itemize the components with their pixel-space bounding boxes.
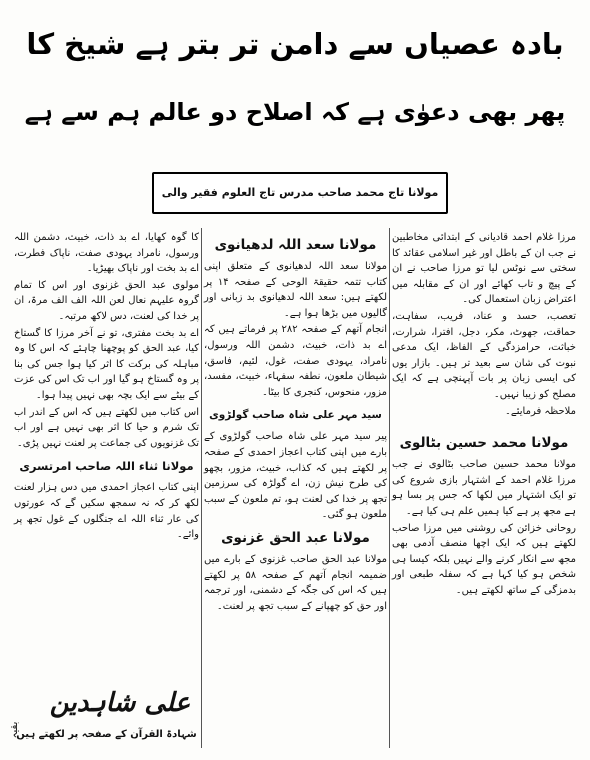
headline-line-1: بادہ عصیاں سے دامن تر بتر ہے شیخ کا bbox=[26, 27, 564, 61]
paragraph: ملاحظہ فرمایئے۔ bbox=[505, 405, 576, 417]
subheading-ludhianvi: مولانا سعد اللہ لدھیانوی bbox=[214, 237, 377, 253]
author-byline-box: مولانا تاج محمد صاحب مدرس تاج العلوم فقیر والی bbox=[152, 172, 448, 214]
footnote: شہادۃ القرآن کے صفحہ پر لکھتے ہیں bbox=[16, 729, 197, 740]
article-column-right bbox=[392, 230, 576, 599]
paragraph: مولانا عبد الحق صاحب غزنوی کے بارے میں ضمیمہ انجام آتھم کے صفحہ ۵۸ پر لکھتے ہیں کہ اس کی جگہ کے دشمنی، اور ترجمہ اور حق کو چھپانے کے سبب تجھ پر لعنت۔ bbox=[204, 553, 387, 612]
paragraph: مرزا غلام احمد قادیانی کے ابتدائی مخاطبین نے جب ان کے باطل اور غیر اسلامی عقائد کا سختی سے نوٹس لیا تو مرزا صاحب نے ان کے پیچ و تاب کھائے اور ان کے مقابلہ میں اعتراض زبان استعمال کی۔ bbox=[392, 232, 576, 306]
subheading-golrvi: سید مہر علی شاہ صاحب گولڑوی bbox=[209, 409, 382, 422]
headline-line-2: پھر بھی دعوٰی ہے کہ اصلاح دو عالم ہم سے ہے bbox=[24, 98, 566, 126]
subheading-amritsari: مولانا ثناء اللہ صاحب امرتسری bbox=[19, 459, 194, 474]
paragraph: مولانا سعد اللہ لدھیانوی کے متعلق اپنی کتاب تتمہ حقیقۃ الوحی کے صفحہ ۱۴ پر لکھتے ہیں: سعد اللہ لدھیانوی بد زبانی اور گالیوں میں بڑھا ہوا ہے۔ bbox=[204, 261, 387, 319]
paragraph: روحانی خزائن کی روشنی میں مرزا صاحب لکھتے ہیں کہ ایک اچھا منصف آدمی بھی مجھ سے انکار کرنے والے نہیں بلکہ کیسا ہی شخص ہو کیا کہا ہے کہ سفلہ طبعی اور بدمزگی کے ساتھ لکھتے ہیں۔ bbox=[392, 522, 576, 596]
subheading-batalvi: مولانا محمد حسین بٹالوی bbox=[399, 435, 569, 452]
column-rule-left bbox=[201, 228, 202, 748]
article-column-left bbox=[14, 230, 199, 544]
paragraph: انجام آتھم کے صفحہ ۲۸۲ پر فرماتے ہیں کہ اے بد ذات، خبیث، دشمن اللہ ورسول، نامراد، یہودی صفت، غول، لئیم، فاسق، شیطان ملعون، نطفہ سفہاء، خبیث، مفسد، مزور، منحوس، کنجری کا بیٹا۔ bbox=[204, 324, 387, 398]
author-signature bbox=[40, 686, 200, 720]
paragraph: اے بد بخت مفتری، تو نے آخر مرزا کا گستاخ کیا، عبد الحق کو پوچھنا چاہئے کہ اس کا وہ مباہلہ کی برکت کا اثر کیا ہوا جس کی بنا پر وہ گستاخ ہو گیا اور اب تک اس کی عزت کے بیٹے سے ایک بچہ بھی نہیں پیدا ہوا۔ bbox=[14, 327, 199, 401]
paragraph: پیر سید مہر علی شاہ صاحب گولڑوی کے بارے میں اپنی کتاب اعجاز احمدی کے صفحہ پر لکھتے ہیں کہ کذاب، خبیث، مزور، بچھو کی طرح نیش زن، اے گولڑہ کی سرزمین تجھ پر خدا کی لعنت ہو، تم ملعون کے سبب ملعون ہو گئی۔ bbox=[204, 431, 387, 521]
subheading-ghaznavi: مولانا عبد الحق غزنوی bbox=[221, 529, 370, 546]
paragraph: مولانا محمد حسین صاحب بٹالوی نے جب مرزا غلام احمد کے اشتہار بازی شروع کی تو ایک اشتہار میں لکھا کہ جس پر بسا ہو ہے مجھ پر ہے کیا ہمیں علم ہی کیا ہے۔ bbox=[392, 459, 576, 517]
continued-marker: بقیہ bbox=[9, 721, 20, 739]
column-rule-right bbox=[389, 228, 390, 748]
paragraph: اپنی کتاب اعجاز احمدی میں دس ہزار لعنت لکھ کر کہ نہ سمجھ سکیں گے کہ عورتوں کی عار ثناء اللہ اے جنگلوں کے غول تجھ پر وائے۔ bbox=[14, 482, 199, 541]
article-column-middle bbox=[204, 230, 387, 615]
paragraph: مولوی عبد الحق غزنوی اور اس کا تمام گروہ علیہم نعال لعن اللہ الف الف مرۃ، ان پر خدا کی لعنت، دس لاکھ مرتبہ۔ bbox=[14, 279, 199, 322]
paragraph: تعصب، حسد و عناد، فریب، سفاہت، حماقت، جھوٹ، مکر، دجل، افترا، شرارت، خباثت، حرامزدگی کے الفاظ، ایک مدعی نبوت کی شان سے بعید تر ہیں۔ بازار یوں کی ایسی زبان پر بات آپہنچی ہے کہ ایک مصلح کو زیبا نہیں۔ bbox=[392, 310, 576, 400]
paragraph: اس کتاب میں لکھتے ہیں کہ اس کے اندر اب تک شرم و حیا کا اثر بھی نہیں ہے اور اب تک غزنویوں کی جماعت پر لعنت نہیں پڑی۔ bbox=[14, 406, 199, 449]
signature-text: علی شاہدین bbox=[49, 688, 191, 718]
paragraph: کا گوہ کھایا، اے بد ذات، خبیث، دشمن اللہ ورسول، نامراد یہودی صفت، ناپاک فطرت، اے بد بخت اور ناپاک بھیڑیا۔ bbox=[14, 232, 199, 275]
